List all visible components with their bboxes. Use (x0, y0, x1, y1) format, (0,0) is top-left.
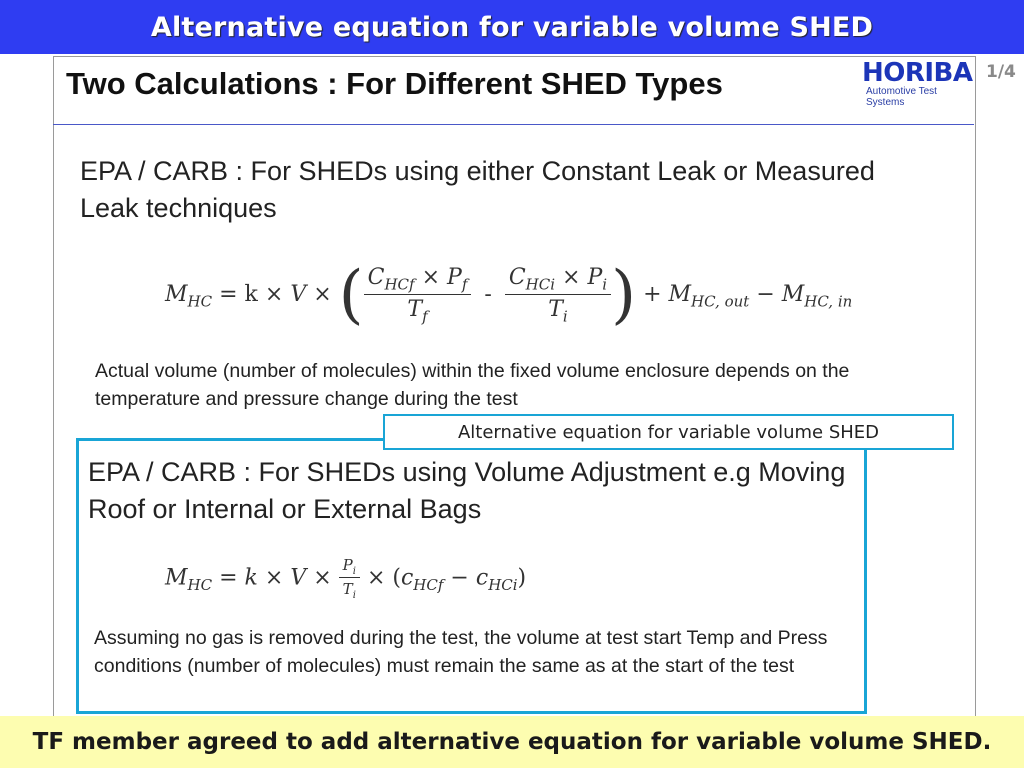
top-banner (0, 0, 1024, 54)
section1-heading: EPA / CARB : For SHEDs using either Constant Leak or Measured Leak techniques (80, 156, 875, 223)
fraction-pressure-temp: $\frac{P_i}{T_i}$ (339, 556, 360, 601)
section2-description: Assuming no gas is removed during the test, the volume at test start Temp and Press conditions (number of molecules) must remain the same as at the start of the test (94, 627, 828, 677)
fraction-final: $\frac{C_{HCf} \times P_f}{T_f}$ (364, 265, 472, 325)
equation-variable-volume: $M_{HC} = k \times V$ × $\frac{P_i}{T_i}$ × $(c_{HCf} - c_{HCi})$ (165, 556, 527, 601)
footer-note-bar (0, 716, 1024, 768)
section1-description: Actual volume (number of molecules) within the fixed volume enclosure depends on the temperature and pressure change during the test (95, 360, 850, 410)
fraction-initial: $\frac{C_{HCi} \times P_i}{T_i}$ (505, 265, 611, 325)
equation-constant-volume: $M_{HC} = k \times V$ × ( $\frac{C_{HCf} \times P_f}{T_f}$ - $\frac{C_{HCi} \times P_i}{T_i}$ ) + $M_{HC, out} - M_{HC, in}$ (165, 258, 853, 332)
footer-note: TF member agreed to add alternative equation for variable volume SHED. (32, 729, 992, 755)
callout-label: Alternative equation for variable volume SHED (383, 414, 954, 450)
horiba-logo (862, 58, 972, 108)
title-divider (53, 124, 974, 125)
slide-title: Two Calculations : For Different SHED Types (66, 66, 723, 101)
banner-title: Alternative equation for variable volume SHED (150, 11, 874, 43)
page-number: 1/4 (986, 62, 1016, 82)
logo-brand: HORIBA (862, 58, 973, 88)
logo-subtitle: Automotive Test Systems (866, 86, 937, 108)
section2-heading: EPA / CARB : For SHEDs using Volume Adjustment e.g Moving Roof or Internal or External Bags (88, 457, 846, 524)
